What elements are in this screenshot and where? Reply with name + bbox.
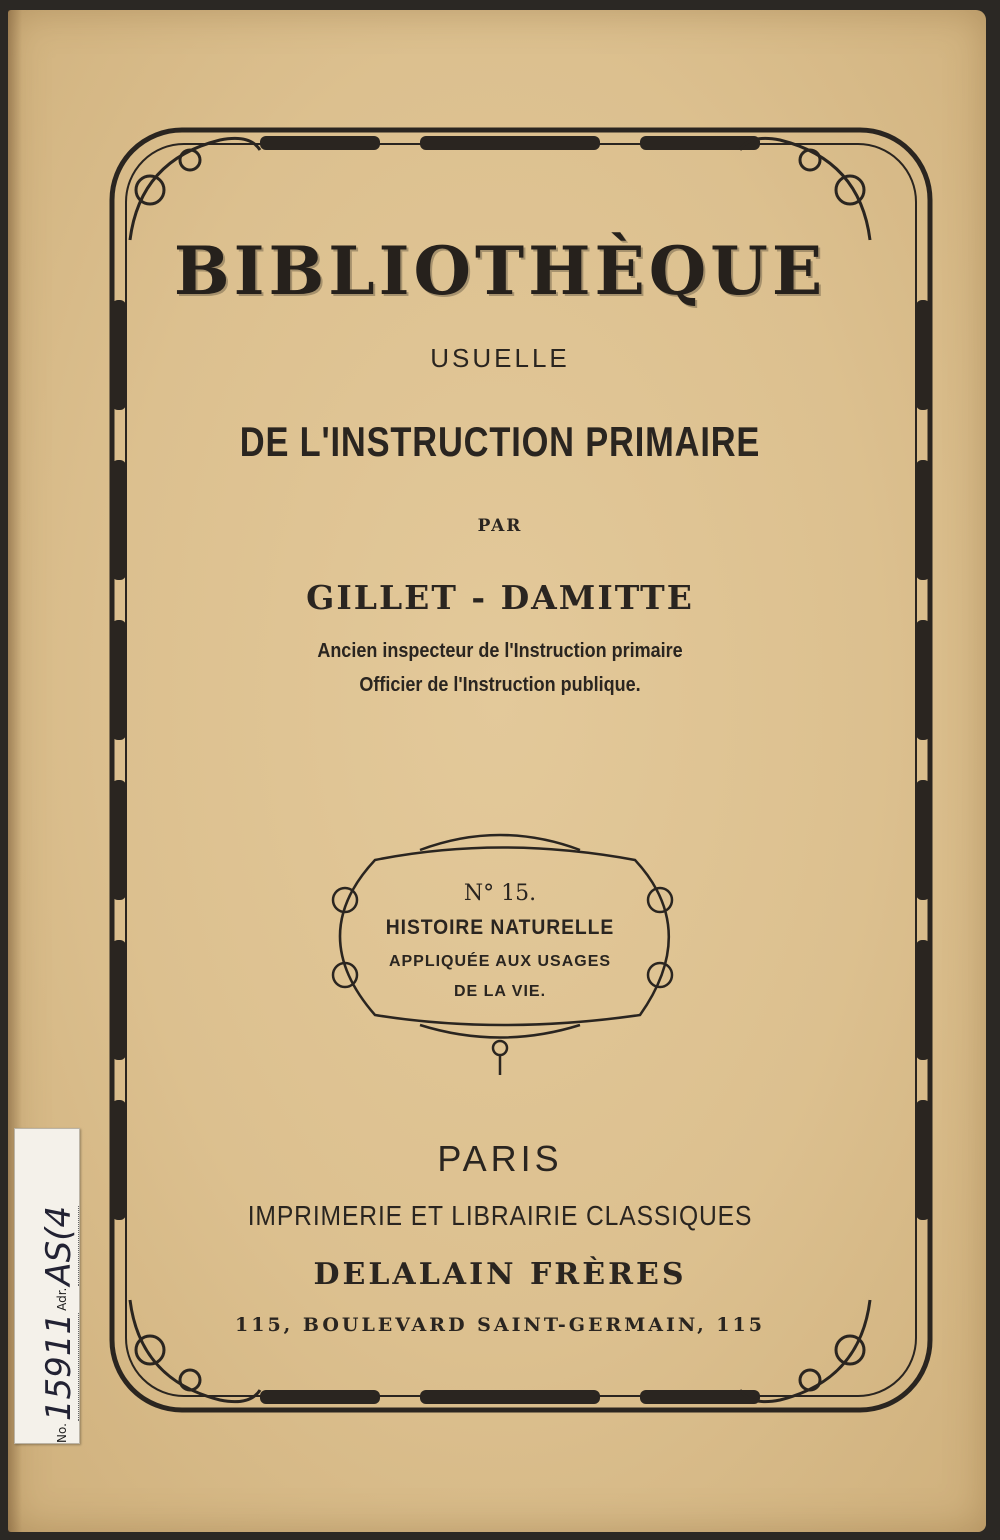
imprint-city: PARIS	[437, 1138, 563, 1179]
author-credential-1: Ancien inspecteur de l'Instruction primaire	[317, 640, 683, 662]
imprint-printer: IMPRIMERIE ET LIBRAIRIE CLASSIQUES	[247, 1200, 753, 1231]
label-adr-caption: Adr.	[55, 1287, 69, 1311]
imprint-publisher: DELALAIN FRÈRES	[313, 1257, 687, 1292]
author-credential-2: Officier de l'Instruction publique.	[359, 674, 641, 696]
author-name: GILLET - DAMITTE	[306, 578, 694, 617]
book-subtitle: USUELLE	[430, 343, 570, 373]
volume-subtitle-1: APPLIQUÉE AUX USAGES	[388, 953, 612, 970]
label-no-value: 15911	[39, 1312, 79, 1422]
by-label: PAR	[477, 516, 523, 536]
volume-title: HISTOIRE NATURELLE	[385, 916, 615, 939]
book-title: BIBLIOTHÈQUE	[173, 232, 827, 310]
volume-subtitle-2: DE LA VIE.	[453, 983, 547, 1000]
library-label	[14, 1128, 80, 1444]
label-no-caption: No.	[55, 1423, 69, 1443]
label-adr-value: AS(4	[39, 1205, 79, 1286]
imprint-address: 115, BOULEVARD SAINT-GERMAIN, 115	[235, 1314, 765, 1336]
volume-number: N° 15.	[463, 881, 537, 906]
series-title: DE L'INSTRUCTION PRIMAIRE	[239, 418, 761, 465]
